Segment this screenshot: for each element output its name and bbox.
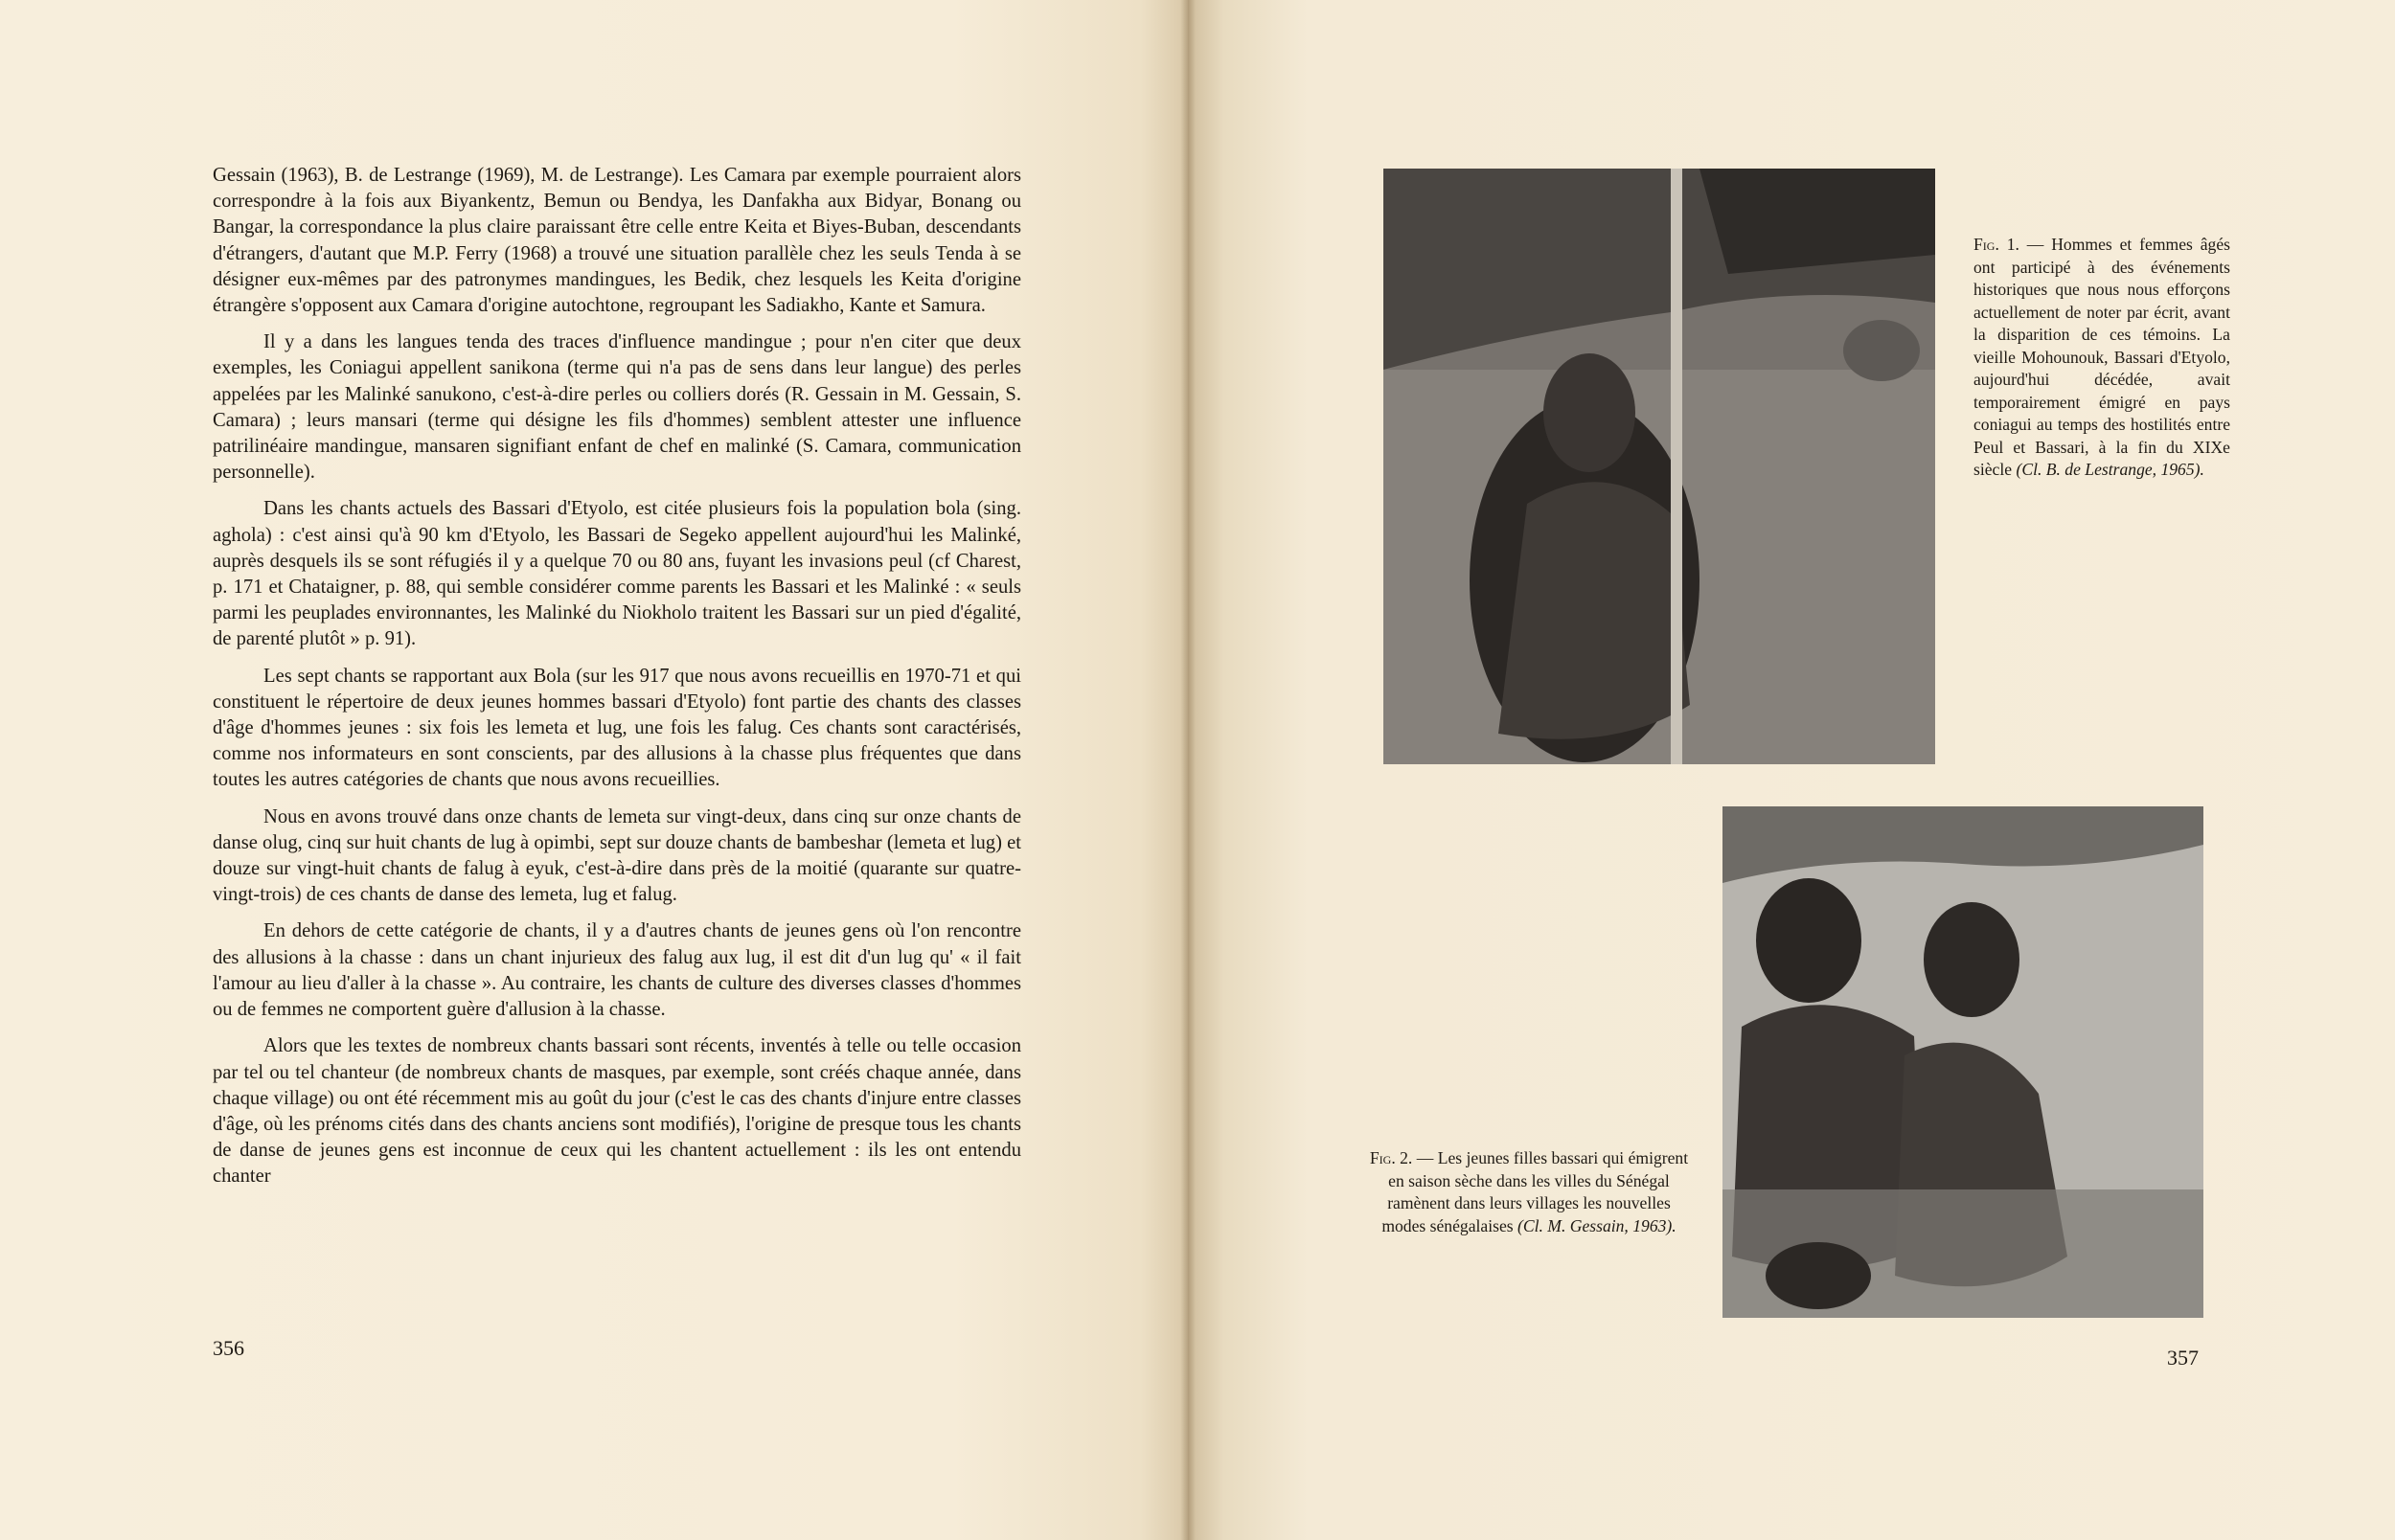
figure-1-caption bbox=[1973, 234, 2230, 482]
body-text bbox=[213, 163, 1021, 1201]
figure-1-label: Fig. 1. bbox=[1973, 235, 2019, 254]
figure-2-caption-text: — Les jeunes filles bassari qui émigrent en saison sèche dans les villes du Sénégal ramènent dans leurs villages les nouvelles modes sénégalaises bbox=[1381, 1148, 1689, 1235]
page-number-left: 356 bbox=[213, 1336, 244, 1360]
paragraph: Il y a dans les langues tenda des traces d'influence mandingue ; pour n'en citer que deux exemples, les Coniagui appellent sanikona (terme qui n'a pas de sens dans leur langue) des perles appelées par les Malinké sanukono, c'est-à-dire perles ou colliers dorés (R. Gessain in M. Gessain, S. Camara) ; leurs mansari (terme qui désigne les fils d'hommes) semblent attester une influence patrilinéaire mandingue, mansaren signifiant enfant de chef en malinké (S. Camara, communication personnelle). bbox=[213, 331, 1021, 484]
figure-2-label: Fig. 2. bbox=[1369, 1148, 1413, 1167]
figure-1-photo bbox=[1383, 169, 1935, 764]
book-gutter bbox=[1180, 0, 1196, 1540]
left-page bbox=[0, 0, 1188, 1540]
figure-2-credit: (Cl. M. Gessain, 1963). bbox=[1517, 1215, 1676, 1235]
paragraph: Gessain (1963), B. de Lestrange (1969), M. de Lestrange). Les Camara par exemple pourraient alors correspondre à la fois aux Biyankentz, Bemun ou Bendya, les Danfakha aux Bidyar, Bonang ou Bangar, la correspondance la plus claire paraissant être celle entre Keita et Biyes-Buban, descendants d'étrangers, d'autant que M.P. Ferry (1968) a trouvé une situation parallèle chez les seuls Tenda à se désigner eux-mêmes par des patronymes mandingues, les Bedik, chez lesquels les Keita d'origine étrangère s'opposent aux Camara d'origine autochtone, regroupant les Sadiakho, Kante et Samura. bbox=[213, 165, 1021, 317]
figure-2-caption bbox=[1366, 1147, 1692, 1237]
paragraph: Nous en avons trouvé dans onze chants de lemeta sur vingt-deux, dans cinq sur onze chants de danse olug, cinq sur huit chants de lug à opimbi, sept sur douze chants de bambeshar (lemeta et lug) et douze sur vingt-huit chants de falug à eyuk, c'est-à-dire dans près de la moitié (quarante sur quatre-vingt-trois) de ces chants de danse des lemeta, lug et falug. bbox=[213, 805, 1021, 906]
paragraph: Dans les chants actuels des Bassari d'Etyolo, est citée plusieurs fois la population bola (sing. aghola) : c'est ainsi qu'à 90 km d'Etyolo, les Bassari de Segeko appellent aujourd'hui les Malinké, auprès desquels ils se sont réfugiés il y a quelque 70 ou 80 ans, fuyant les invasions peul (cf Charest, p. 171 et Chataigner, p. 88, qui semble considérer comme parents les Bassari et les Malinké : « seuls parmi les peuplades environnantes, les Malinké du Niokholo traitent les Bassari sur un pied d'égalité, de parenté plutôt » p. 91). bbox=[213, 498, 1021, 650]
figure-1-credit: (Cl. B. de Lestrange, 1965). bbox=[2016, 460, 2204, 479]
page-number-right: 357 bbox=[2167, 1346, 2199, 1370]
figure-1-caption-text: — Hommes et femmes âgés ont participé à des événements historiques que nous nous efforçons actuellement de noter par écrit, avant la disparition de ces témoins. La vieille Mohounouk, Bassari d'Etyolo, aujourd'hui décédée, avait temporairement émigré en pays coniagui au temps des hostilités entre Peul et Bassari, à la fin du XIXe siècle bbox=[1973, 235, 2230, 479]
figure-2-photo bbox=[1722, 806, 2203, 1318]
paragraph: Alors que les textes de nombreux chants bassari sont récents, inventés à telle ou telle occasion par tel ou tel chanteur (de nombreux chants de masques, par exemple, sont créés chaque année, dans chaque village) ou ont été récemment mis au goût du jour (c'est le cas des chants d'injure entre classes d'âge, où les prénoms cités dans des chants anciens sont modifiés), l'origine de presque tous les chants de danse de jeunes gens est inconnue de ceux qui les chantent actuellement : ils les ont entendu chanter bbox=[213, 1035, 1021, 1188]
paragraph: Les sept chants se rapportant aux Bola (sur les 917 que nous avons recueillis en 1970-71 et qui constituent le répertoire de deux jeunes hommes bassari d'Etyolo) font partie des chants des classes d'âge d'hommes jeunes : six fois les lemeta et lug, une fois les falug. Ces chants sont caractérisés, comme nos informateurs en sont conscients, par des allusions à la chasse plus fréquentes que dans toutes les autres catégories de chants que nous avons recueillies. bbox=[213, 665, 1021, 791]
paragraph: En dehors de cette catégorie de chants, il y a d'autres chants de jeunes gens où l'on rencontre des allusions à la chasse : dans un chant injurieux des falug aux lug, il est dit d'un lug qu' « il fait l'amour au lieu d'aller à la chasse ». Au contraire, les chants de culture des diverses classes d'hommes ou de femmes ne comportent guère d'allusion à la chasse. bbox=[213, 920, 1021, 1021]
